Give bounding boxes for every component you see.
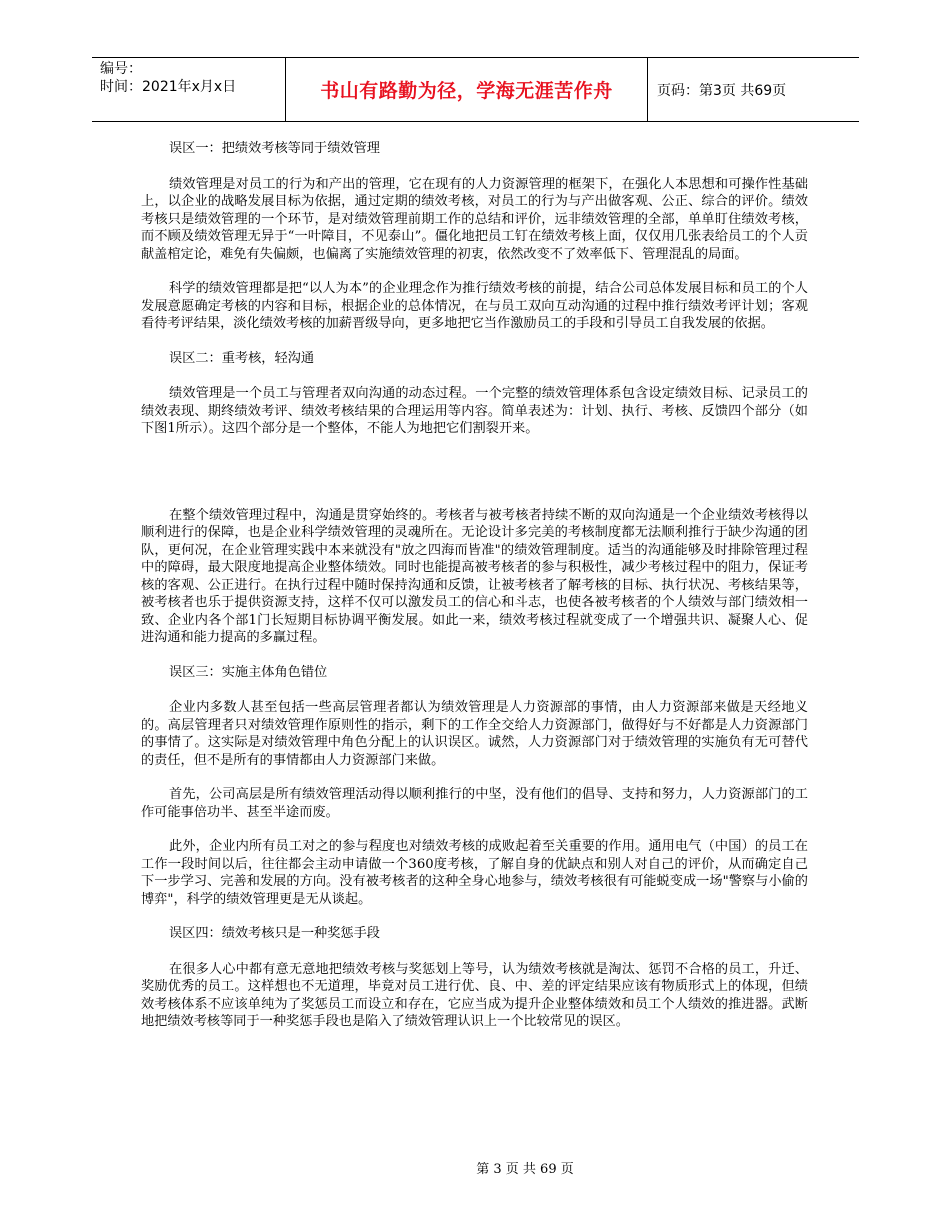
header-motto: 书山有路勤为径，学海无涯苦作舟 [320, 80, 613, 102]
header-motto-cell [286, 58, 648, 121]
footer-page-number: 第 3 页 共 69 页 [476, 1162, 574, 1177]
section-2-title: 误区二：重考核，轻沟通 [169, 350, 315, 366]
header-page-info-cell [648, 58, 859, 121]
section-3-paragraph-1: 企业内多数人甚至包括一些高层管理者都认为绩效管理是人力资源部的事情，由人力资源部来做是天经地义的。高层管理者只对绩效管理作原则性的指示，剩下的工作全交给人力资源部门，做得好与不好都是人力资源部门的事情了。这实际是对绩效管理中角色分配上的认识误区。诚然，人力资源部门对于绩效管理的实施负有无可替代的责任，但不是所有的事情都由人力资源部门来做。 [141, 700, 808, 768]
section-1-title: 误区一：把绩效考核等同于绩效管理 [169, 141, 380, 156]
section-1-paragraph-1: 绩效管理是对员工的行为和产出的管理，它在现有的人力资源管理的框架下，在强化人本思想和可操作性基础上，以企业的战略发展目标为依据，通过定期的绩效考核，对员工的行为与产出做客观、公正、综合的评价。绩效考核只是绩效管理的一个环节，是对绩效管理前期工作的总结和评价，远非绩效管理的全部，单单盯住绩效考核，而不顾及绩效管理无异于“一叶障目，不见泰山”。僵化地把员工钉在绩效考核上面，仅仅用几张表给员工的个人贡献盖棺定论，难免有失偏颇，也偏离了实施绩效管理的初衷，依然改变不了效率低下、管理混乱的局面。 [141, 176, 808, 262]
header-meta [92, 58, 286, 121]
section-2-paragraph-2: 在整个绩效管理过程中，沟通是贯穿始终的。考核者与被考核者持续不断的双向沟通是一个企业绩效考核得以顺利进行的保障，也是企业科学绩效管理的灵魂所在。无论设计多完美的考核制度都无法顺利推行于缺少沟通的团队，更何况，在企业管理实践中本来就没有"放之四海而皆准"的绩效管理制度。适当的沟通能够及时排除管理过程中的障碍，最大限度地提高企业整体绩效。同时也能提高被考核者的参与积极性，减少考核过程中的阻力，保证考核的客观、公正进行。在执行过程中随时保持沟通和反馈，让被考核者了解考核的目标、执行状况、考核结果等，被考核者也乐于提供资源支持，这样不仅可以激发员工的信心和斗志，也使各被考核者的个人绩效与部门绩效相一致、企业内各个部1门长短期目标协调平衡发展。如此一来，绩效考核过程就变成了一个增强共识、凝聚人心、促进沟通和能力提高的多赢过程。 [141, 507, 808, 645]
document-body [141, 140, 808, 1048]
section-4-title: 误区四：绩效考核只是一种奖惩手段 [169, 926, 380, 941]
section-3-title: 误区三：实施主体角色错位 [169, 664, 328, 680]
section-1-paragraph-2: 科学的绩效管理都是把“以人为本”的企业理念作为推行绩效考核的前提，结合公司总体发展目标和员工的个人发展意愿确定考核的内容和目标，根据企业的总体情况，在与员工双向互动沟通的过程中推行绩效考评计划；客观看待考评结果，淡化绩效考核的加薪晋级导向，更多地把它当作激励员工的手段和引导员工自我发展的依据。 [141, 281, 808, 331]
figure-placeholder [141, 455, 808, 507]
section-2-paragraph-1: 绩效管理是一个员工与管理者双向沟通的动态过程。一个完整的绩效管理体系包含设定绩效目标、记录员工的绩效表现、期终绩效考评、绩效考核结果的合理运用等内容。简单表述为：计划、执行、考核、反馈四个部分（如下图1所示）。这四个部分是一个整体，不能人为地把它们割裂开来。 [141, 386, 808, 436]
section-4-paragraph-1: 在很多人心中都有意无意地把绩效考核与奖惩划上等号，认为绩效考核就是淘汰、惩罚不合格的员工，升迁、奖励优秀的员工。这样想也不无道理，毕竟对员工进行优、良、中、差的评定结果应该有物质形式上的体现，但绩效考核体系不应该单纯为了奖惩员工而设立和存在，它应当成为提升企业整体绩效和员工个人绩效的推进器。武断地把绩效考核等同于一种奖惩手段也是陷入了绩效管理认识上一个比较常见的误区。 [141, 961, 808, 1029]
section-3-paragraph-3: 此外，企业内所有员工对之的参与程度也对绩效考核的成败起着至关重要的作用。通用电气（中国）的员工在工作一段时间以后，往往都会主动申请做一个360度考核，了解自身的优缺点和别人对自己的评价，从而确定自己下一步学习、完善和发展的方向。没有被考核者的这种全身心地参与，绩效考核很有可能蜕变成一场"警察与小偷的博弈"，科学的绩效管理更是无从谈起。 [141, 839, 808, 907]
time-label: 时间：2021年x月x日 [100, 79, 237, 95]
page-footer [0, 1158, 950, 1177]
header-page-info: 页码：第3页 共69页 [657, 82, 787, 99]
number-label: 编号： [100, 61, 142, 77]
page-header [92, 57, 859, 122]
section-3-paragraph-2: 首先，公司高层是所有绩效管理活动得以顺利推行的中坚，没有他们的倡导、支持和努力，人力资源部门的工作可能事倍功半、甚至半途而废。 [141, 787, 808, 820]
